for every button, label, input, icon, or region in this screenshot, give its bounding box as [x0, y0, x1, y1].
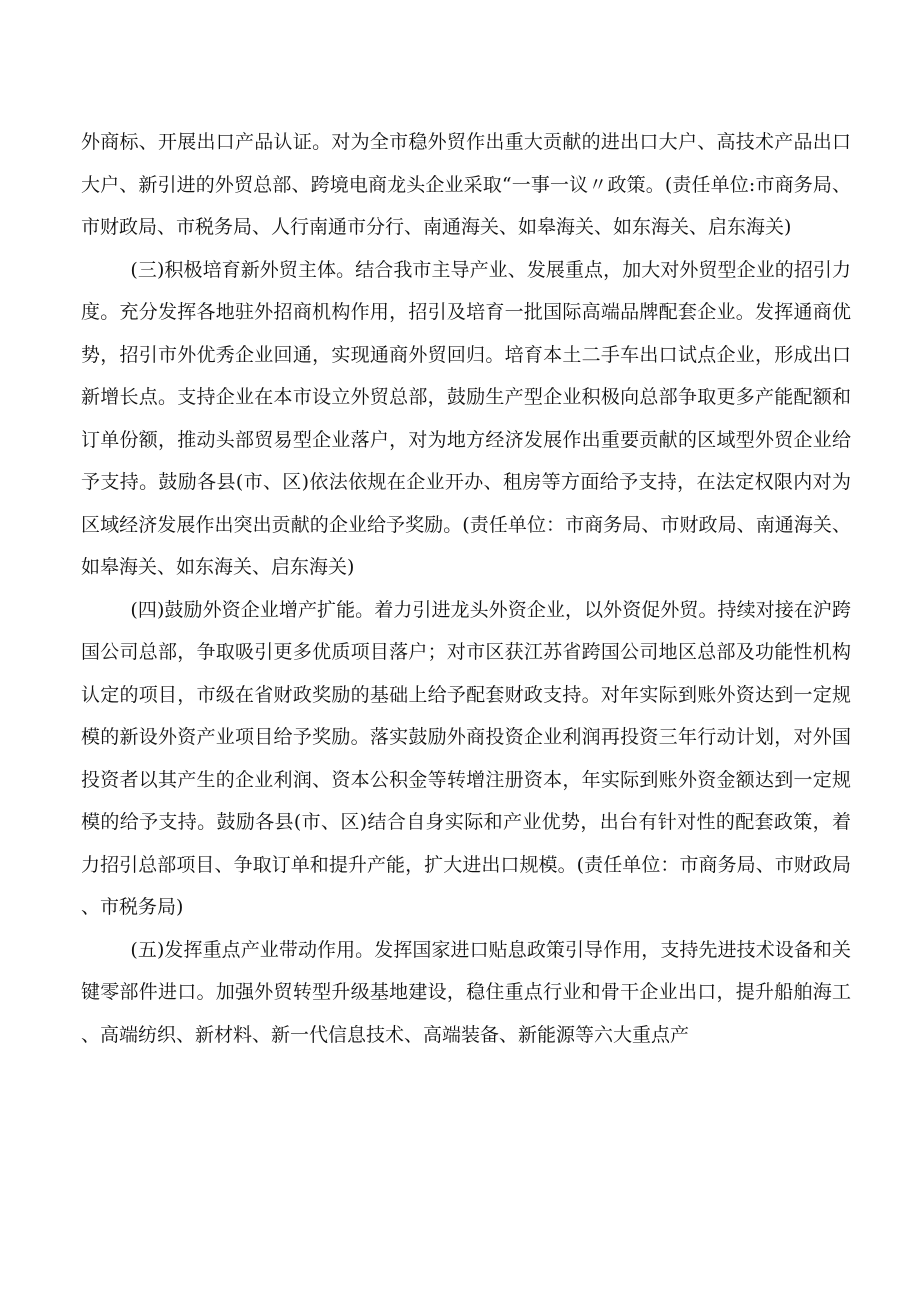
- paragraph-continuation: 外商标、开展出口产品认证。对为全市稳外贸作出重大贡献的进出口大户、高技术产品出口大户、新引进的外贸总部、跨境电商龙头企业采取“一事一议〃政策。(责任单位:市商务局、市财政局、市税务局、人行南通市分行、南通海关、如皋海关、如东海关、启东海关): [81, 131, 851, 238]
- paragraph-section-4: (四)鼓励外资企业增产扩能。着力引进龙头外资企业，以外资促外贸。持续对接在沪跨国公司总部，争取吸引更多优质项目落户；对市区获江苏省跨国公司地区总部及功能性机构认定的项目，市级在省财政奖励的基础上给予配套财政支持。对年实际到账外资达到一定规模的新设外资产业项目给予奖励。落实鼓励外商投资企业利润再投资三年行动计划，对外国投资者以其产生的企业利润、资本公积金等转增注册资本，年实际到账外资金额达到一定规模的给予支持。鼓励各县(市、区)结合自身实际和产业优势，出台有针对性的配套政策，着力招引总部项目、争取订单和提升产能，扩大进出口规模。(责任单位：市商务局、市财政局、市税务局): [81, 598, 851, 918]
- document-body: [81, 121, 851, 1056]
- paragraph-section-5: (五)发挥重点产业带动作用。发挥国家进口贴息政策引导作用，支持先进技术设备和关键零部件进口。加强外贸转型升级基地建设，稳住重点行业和骨干企业出口，提升船舶海工、高端纺织、新材料、新一代信息技术、高端装备、新能源等六大重点产: [81, 938, 851, 1046]
- paragraph-section-3: (三)积极培育新外贸主体。结合我市主导产业、发展重点，加大对外贸型企业的招引力度。充分发挥各地驻外招商机构作用，招引及培育一批国际高端品牌配套企业。发挥通商优势，招引市外优秀企业回通，实现通商外贸回归。培育本土二手车出口试点企业，形成出口新增长点。支持企业在本市设立外贸总部，鼓励生产型企业积极向总部争取更多产能配额和订单份额，推动头部贸易型企业落户，对为地方经济发展作出重要贡献的区域型外贸企业给予支持。鼓励各县(市、区)依法依规在企业开办、租房等方面给予支持，在法定权限内对为区域经济发展作出突出贡献的企业给予奖励。(责任单位：市商务局、市财政局、南通海关、如皋海关、如东海关、启东海关): [81, 258, 851, 578]
